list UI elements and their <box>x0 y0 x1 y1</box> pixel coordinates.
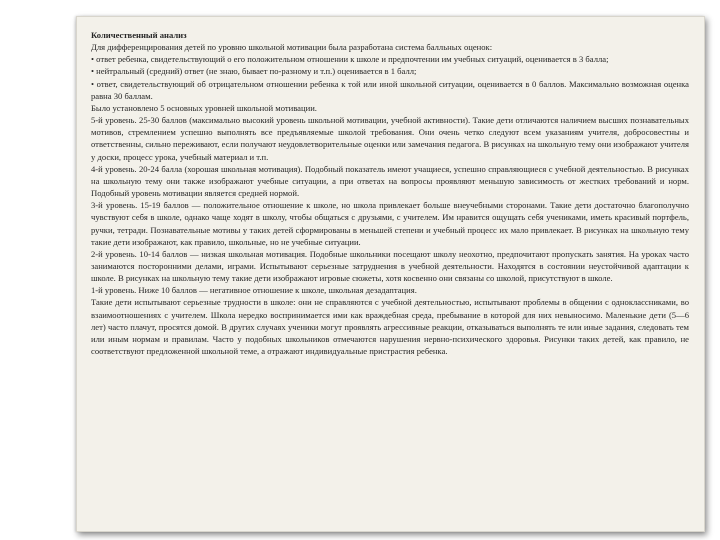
document-page <box>76 16 705 532</box>
paragraph-negative-answer: • ответ, свидетельствующий об отрицательном отношении ребенка к той или иной школьной ситуации, оценивается в 0 баллов. Максимально возможная оценка равна 30 баллам. <box>91 78 689 101</box>
paragraph-level-4: 4-й уровень. 20-24 балла (хорошая школьная мотивация). Подобный показатель имеют учащиеся, успешно справляющиеся с учебной деятельностью. В рисунках на школьную тему они также изображают учебные ситуации, а при ответах на вопросы проявляют меньшую зависимость от жестких требований и норм. Подобный уровень мотивации является средней нормой. <box>91 163 689 199</box>
paragraph-levels-intro: Было установлено 5 основных уровней школьной мотивации. <box>91 102 317 113</box>
paragraph-level-5: 5-й уровень. 25-30 баллов (максимально высокий уровень школьной мотивации, учебной активности). Такие дети отличаются наличием высших познавательных мотивов, стремлением успешно выполнять все предъявляемые школой требования. Они очень четко следуют всем указаниям учителя, добросовестны и ответственны, сильно переживают, если получают неудовлетворительные оценки или замечания педагога. В рисунках на школьную тему они изображают учителя у доски, процесс урока, учебный материал и т.п. <box>91 115 689 162</box>
paragraph-level-1: 1-й уровень. Ниже 10 баллов — негативное отношение к школе, школьная дезадаптация. <box>91 285 417 296</box>
document-text <box>91 29 689 357</box>
paragraph-positive-answer: • ответ ребенка, свидетельствующий о его положительном отношении к школе и предпочтении им учебных ситуаций, оценивается в 3 балла; <box>91 54 609 65</box>
document-title: Количественный анализ <box>91 30 187 40</box>
paragraph-level-2: 2-й уровень. 10-14 баллов — низкая школьная мотивация. Подобные школьники посещают школу неохотно, предпочитают пропускать занятия. На уроках часто занимаются посторонними делами, играми. Испытывают серьезные затруднения в учебной деятельности. Находятся в состоянии неустойчивой адаптации к школе. В рисунках на школьную тему такие дети изображают игровые сюжеты, хотя косвенно они связаны со школой, присутствуют в школе. <box>91 248 689 284</box>
paragraph-intro: Для дифференцирования детей по уровню школьной мотивации была разработана система балльных оценок: <box>91 42 493 53</box>
paragraph-level-3: 3-й уровень. 15-19 баллов — положительное отношение к школе, но школа привлекает больше внеучебными сторонами. Такие дети достаточно благополучно чувствуют себя в школе, однако чаще ходят в школу, чтобы общаться с друзьями, с учителем. Им нравится ощущать себя учениками, иметь красивый портфель, ручки, тетради. Познавательные мотивы у таких детей сформированы в меньшей степени и учебный процесс их мало привлекает. В рисунках на школьную тему такие дети изображают, как правило, школьные, но не учебные ситуации. <box>91 200 689 247</box>
paragraph-neutral-answer: • нейтральный (средний) ответ (не знаю, бывает по-разному и т.п.) оценивается в 1 балл; <box>91 66 417 77</box>
paragraph-level-1-details: Такие дети испытывают серьезные трудности в школе: они не справляются с учебной деятельностью, испытывают проблемы в общении с одноклассниками, во взаимоотношениях с учителем. Школа нередко воспринимается ими как враждебная среда, пребывание в которой для них невыносимо. Маленькие дети (5—6 лет) часто плачут, просятся домой. В других случаях ученики могут проявлять агрессивные реакции, отказываться выполнять те или иные задания, следовать тем или иным нормам и правилам. Часто у подобных школьников отмечаются нарушения нервно-психического здоровья. Рисунки таких детей, как правило, не соответствуют предложенной школьной теме, а отражают индивидуальные пристрастия ребенка. <box>91 297 689 357</box>
